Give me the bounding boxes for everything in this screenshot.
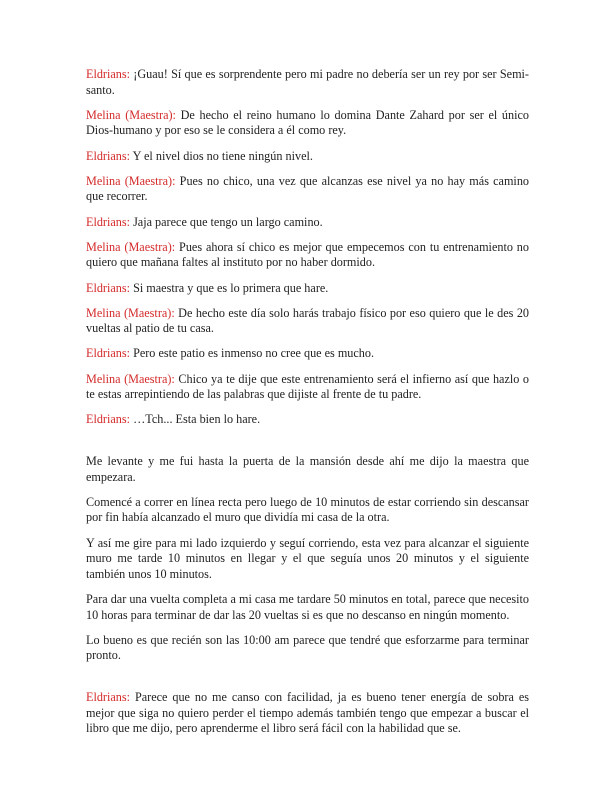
- dialogue-text: Si maestra y que es lo primera que hare.: [130, 280, 329, 295]
- dialogue-line: [86, 174, 529, 205]
- narration-paragraph: Y así me gire para mi lado izquierdo y seguí corriendo, esta vez para alcanzar el siguiente muro me tarde 10 minutos en llegar y el que seguía unos 20 minutos y el siguiente también unos 10 minutos.: [86, 535, 529, 581]
- dialogue-line: [86, 149, 529, 165]
- speaker-name: Melina (Maestra):: [86, 107, 176, 122]
- page-content: [86, 67, 529, 746]
- dialogue-text: ¡Guau! Sí que es sorprendente pero mi padre no debería ser un rey por ser Semi-santo.: [86, 67, 529, 97]
- speaker-name: Eldrians:: [86, 148, 131, 163]
- dialogue-text: De hecho este día solo harás trabajo físico por eso quiero que le des 20 vueltas al patio de tu casa.: [86, 305, 530, 336]
- dialogue-text: Pues no chico, una vez que alcanzas ese nivel ya no hay más camino que recorrer.: [86, 173, 530, 204]
- dialogue-line: [86, 306, 529, 337]
- dialogue-line: [86, 240, 529, 271]
- speaker-name: Eldrians:: [86, 689, 131, 704]
- dialogue-line: [86, 281, 529, 297]
- dialogue-text: Pues ahora sí chico es mejor que empecemos con tu entrenamiento no quiero que mañana faltes al instituto por no haber dormido.: [86, 239, 529, 270]
- dialogue-line: [86, 346, 529, 362]
- narration-paragraph: Lo bueno es que recién son las 10:00 am parece que tendré que esforzarme para terminar pronto.: [86, 632, 529, 663]
- narration-paragraph: Comencé a correr en línea recta pero luego de 10 minutos de estar corriendo sin descansar por fin había alcanzado el muro que dividía mi casa de la otra.: [86, 494, 529, 525]
- speaker-name: Eldrians:: [86, 67, 131, 81]
- dialogue-line: [86, 108, 529, 139]
- speaker-name: Eldrians:: [86, 412, 131, 427]
- speaker-name: Eldrians:: [86, 346, 131, 361]
- dialogue-text: Jaja parece que tengo un largo camino.: [130, 214, 323, 229]
- dialogue-line: [86, 67, 529, 98]
- dialogue-text: Chico ya te dije que este entrenamiento será el infierno así que hazlo o te estas arrepintiendo de las palabras que dijiste al frente de tu padre.: [86, 371, 529, 402]
- dialogue-text: Parece que no me canso con facilidad, ja es bueno tener energía de sobra es mejor que siga no quiero perder el tiempo además también tengo que empezar a buscar el libro que me dijo, pero aprenderme el libro será fácil con la habilidad que se.: [86, 689, 529, 736]
- dialogue-text: De hecho el reino humano lo domina Dante Zahard por ser el único Dios-humano y por eso se le considera a él como rey.: [86, 107, 530, 138]
- dialogue-text: Pero este patio es inmenso no cree que es mucho.: [130, 346, 375, 361]
- speaker-name: Eldrians:: [86, 280, 131, 295]
- dialogue-line: [86, 372, 529, 403]
- speaker-name: Melina (Maestra):: [86, 371, 175, 386]
- narration-paragraph: Para dar una vuelta completa a mi casa me tardare 50 minutos en total, parece que necesito 10 horas para terminar de dar las 20 vueltas si es que no descanso en ningún momento.: [86, 591, 529, 622]
- dialogue-text: …Tch... Esta bien lo hare.: [130, 412, 261, 427]
- dialogue-line: [86, 215, 529, 231]
- narration-paragraph: Me levante y me fui hasta la puerta de la mansión desde ahí me dijo la maestra que empezara.: [86, 454, 529, 484]
- speaker-name: Eldrians:: [86, 214, 131, 229]
- dialogue-line: [86, 412, 529, 428]
- dialogue-text: Y el nivel dios no tiene ningún nivel.: [130, 148, 313, 163]
- speaker-name: Melina (Maestra):: [86, 305, 175, 320]
- dialogue-line: [86, 690, 529, 737]
- speaker-name: Melina (Maestra):: [86, 173, 176, 188]
- speaker-name: Melina (Maestra):: [86, 239, 176, 254]
